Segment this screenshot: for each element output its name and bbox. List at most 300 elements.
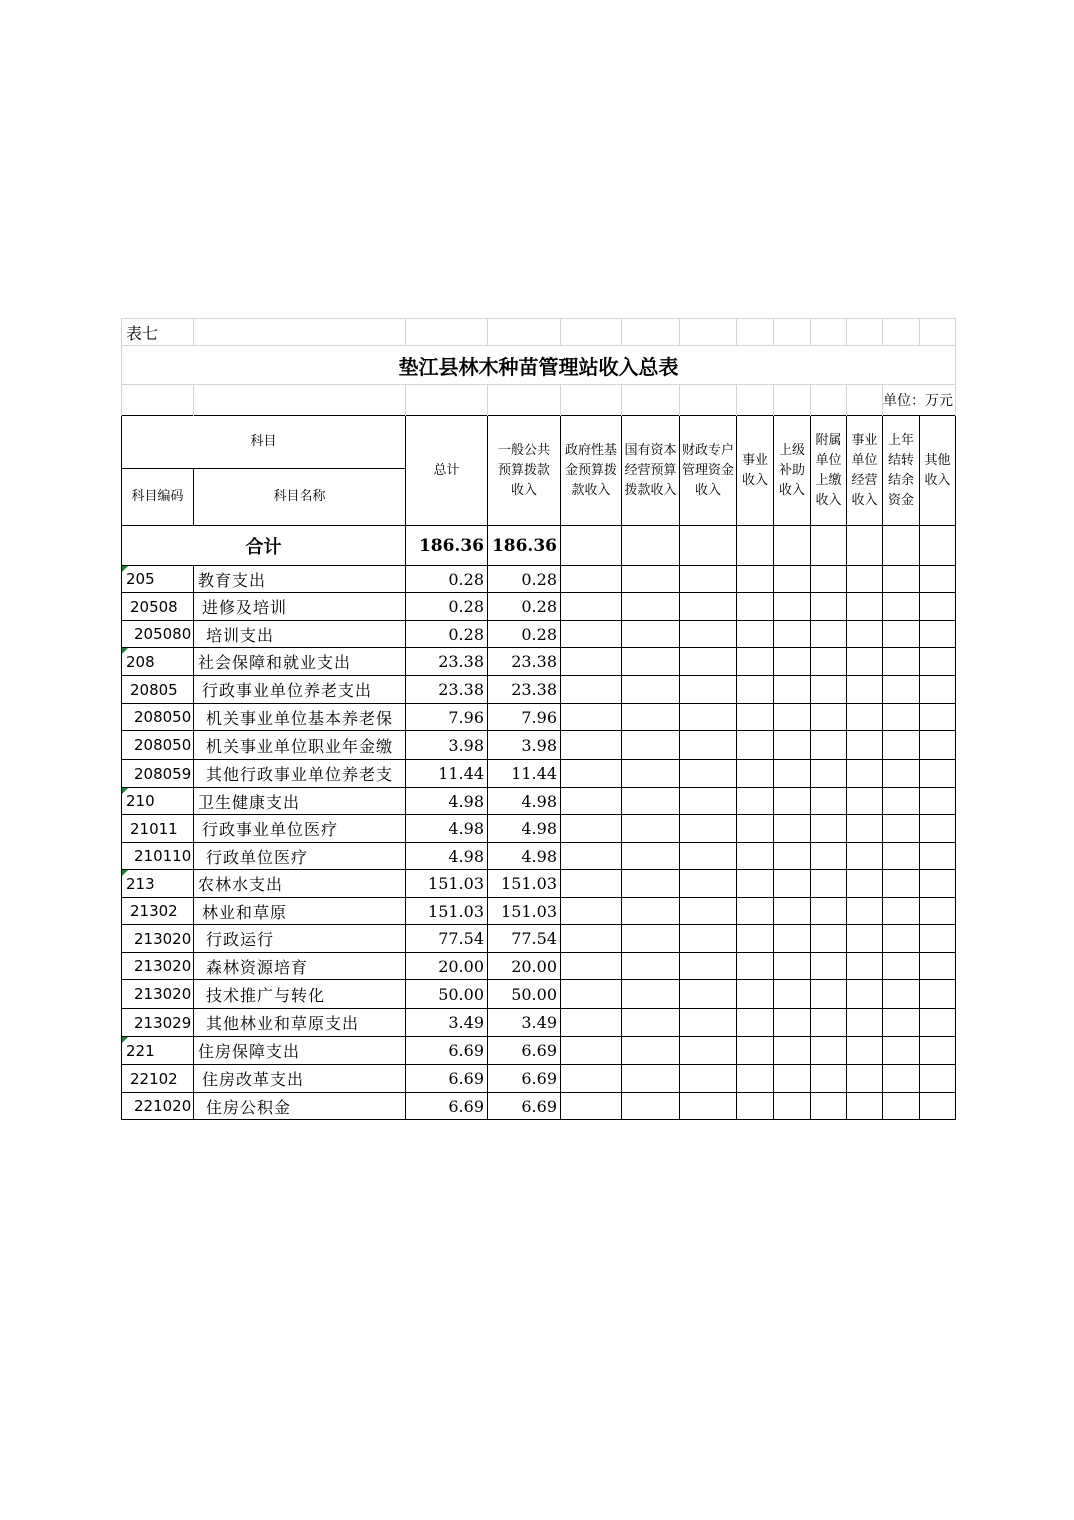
empty-cell bbox=[561, 870, 622, 898]
header-code: 科目编码 bbox=[122, 469, 194, 526]
empty-cell bbox=[680, 676, 737, 704]
empty-cell bbox=[737, 1093, 774, 1120]
empty-cell bbox=[811, 566, 847, 593]
row-code: 213 bbox=[122, 870, 194, 898]
empty-cell bbox=[561, 593, 622, 621]
table-label: 表七 bbox=[122, 319, 194, 346]
empty-cell bbox=[811, 815, 847, 843]
table-row bbox=[122, 1093, 956, 1120]
empty-cell bbox=[774, 843, 811, 870]
row-general-budget: 151.03 bbox=[488, 870, 561, 898]
header-state-capital: 国有资本经营预算拨款收入 bbox=[622, 416, 680, 526]
empty-cell bbox=[883, 898, 920, 925]
empty-cell bbox=[680, 898, 737, 925]
empty-cell bbox=[811, 953, 847, 980]
row-total: 50.00 bbox=[406, 980, 488, 1009]
empty-cell bbox=[774, 593, 811, 621]
empty-cell bbox=[680, 1009, 737, 1037]
row-general-budget: 23.38 bbox=[488, 676, 561, 704]
empty-cell bbox=[622, 788, 680, 815]
empty-cell bbox=[561, 1037, 622, 1065]
empty-cell bbox=[847, 1065, 883, 1093]
empty-cell bbox=[774, 1037, 811, 1065]
table-row bbox=[122, 843, 956, 870]
header-superior-subsidy: 上级补助收入 bbox=[774, 416, 811, 526]
header-special-account: 财政专户管理资金收入 bbox=[680, 416, 737, 526]
empty-cell bbox=[847, 731, 883, 760]
empty-cell bbox=[622, 704, 680, 731]
row-name: 社会保障和就业支出 bbox=[194, 648, 406, 676]
empty-cell bbox=[883, 1093, 920, 1120]
empty-cell bbox=[883, 676, 920, 704]
total-sum: 186.36 bbox=[406, 526, 488, 566]
cell-flag-icon bbox=[122, 648, 128, 654]
empty-cell bbox=[774, 621, 811, 648]
empty-cell bbox=[774, 1065, 811, 1093]
empty-cell bbox=[737, 593, 774, 621]
table-row bbox=[122, 566, 956, 593]
empty-cell bbox=[811, 1093, 847, 1120]
empty-cell bbox=[811, 843, 847, 870]
empty-cell bbox=[883, 1009, 920, 1037]
empty-cell bbox=[883, 760, 920, 788]
empty-cell bbox=[622, 980, 680, 1009]
empty-cell bbox=[920, 815, 956, 843]
empty-cell bbox=[622, 843, 680, 870]
empty-cell bbox=[920, 676, 956, 704]
empty-cell bbox=[622, 815, 680, 843]
empty-cell bbox=[811, 925, 847, 953]
empty-cell bbox=[737, 621, 774, 648]
row-total: 4.98 bbox=[406, 788, 488, 815]
row-general-budget: 6.69 bbox=[488, 1093, 561, 1120]
empty-cell bbox=[737, 815, 774, 843]
row-name: 行政单位医疗 bbox=[194, 843, 406, 870]
cell-flag-icon bbox=[122, 870, 128, 876]
empty-cell bbox=[920, 843, 956, 870]
empty-cell bbox=[737, 1037, 774, 1065]
empty-cell bbox=[737, 843, 774, 870]
row-total: 6.69 bbox=[406, 1065, 488, 1093]
empty-cell bbox=[811, 648, 847, 676]
table-body bbox=[122, 566, 956, 1120]
row-total: 6.69 bbox=[406, 1037, 488, 1065]
empty-cell bbox=[561, 704, 622, 731]
empty-cell bbox=[680, 925, 737, 953]
empty-cell bbox=[737, 898, 774, 925]
row-total: 3.49 bbox=[406, 1009, 488, 1037]
empty-cell bbox=[622, 898, 680, 925]
empty-cell bbox=[920, 980, 956, 1009]
empty-cell bbox=[680, 704, 737, 731]
table-row bbox=[122, 1037, 956, 1065]
unit-label: 单位：万元 bbox=[883, 385, 956, 416]
empty-cell bbox=[847, 593, 883, 621]
total-label: 合计 bbox=[122, 526, 406, 566]
empty-cell bbox=[561, 1009, 622, 1037]
empty-cell bbox=[774, 980, 811, 1009]
empty-cell bbox=[847, 566, 883, 593]
empty-cell bbox=[920, 760, 956, 788]
empty-cell bbox=[883, 621, 920, 648]
empty-cell bbox=[561, 925, 622, 953]
empty-cell bbox=[737, 760, 774, 788]
empty-cell bbox=[561, 621, 622, 648]
empty-cell bbox=[811, 704, 847, 731]
empty-cell bbox=[847, 788, 883, 815]
cell-flag-icon bbox=[122, 788, 128, 794]
empty-cell bbox=[622, 760, 680, 788]
empty-cell bbox=[774, 760, 811, 788]
empty-cell bbox=[680, 980, 737, 1009]
header-business-income: 事业收入 bbox=[737, 416, 774, 526]
empty-cell bbox=[920, 925, 956, 953]
empty-cell bbox=[737, 870, 774, 898]
empty-cell bbox=[920, 704, 956, 731]
empty-cell bbox=[622, 648, 680, 676]
empty-cell bbox=[622, 1093, 680, 1120]
row-total: 0.28 bbox=[406, 593, 488, 621]
table-row bbox=[122, 815, 956, 843]
empty-cell bbox=[737, 676, 774, 704]
table-row bbox=[122, 870, 956, 898]
empty-cell bbox=[561, 953, 622, 980]
empty-cell bbox=[774, 648, 811, 676]
row-name: 技术推广与转化 bbox=[194, 980, 406, 1009]
empty-cell bbox=[561, 1065, 622, 1093]
empty-cell bbox=[847, 676, 883, 704]
empty-cell bbox=[847, 815, 883, 843]
empty-cell bbox=[774, 788, 811, 815]
row-code: 205080 bbox=[122, 621, 194, 648]
empty-cell bbox=[847, 760, 883, 788]
row-total: 151.03 bbox=[406, 898, 488, 925]
empty-cell bbox=[774, 815, 811, 843]
empty-cell bbox=[811, 760, 847, 788]
row-general-budget: 0.28 bbox=[488, 621, 561, 648]
empty-cell bbox=[883, 953, 920, 980]
empty-cell bbox=[561, 760, 622, 788]
row-general-budget: 77.54 bbox=[488, 925, 561, 953]
row-name: 其他林业和草原支出 bbox=[194, 1009, 406, 1037]
empty-cell bbox=[737, 925, 774, 953]
empty-cell bbox=[561, 815, 622, 843]
row-name: 住房保障支出 bbox=[194, 1037, 406, 1065]
row-code: 21302 bbox=[122, 898, 194, 925]
row-total: 23.38 bbox=[406, 676, 488, 704]
empty-cell bbox=[680, 621, 737, 648]
empty-cell bbox=[774, 731, 811, 760]
empty-cell bbox=[847, 648, 883, 676]
row-name: 林业和草原 bbox=[194, 898, 406, 925]
row-code: 210110 bbox=[122, 843, 194, 870]
row-code: 208050 bbox=[122, 704, 194, 731]
row-total: 4.98 bbox=[406, 843, 488, 870]
empty-cell bbox=[920, 870, 956, 898]
table-row bbox=[122, 760, 956, 788]
empty-cell bbox=[811, 731, 847, 760]
empty-cell bbox=[622, 731, 680, 760]
empty-cell bbox=[680, 815, 737, 843]
empty-cell bbox=[561, 843, 622, 870]
empty-cell bbox=[737, 980, 774, 1009]
empty-cell bbox=[774, 898, 811, 925]
empty-cell bbox=[774, 925, 811, 953]
header-other-income: 其他收入 bbox=[920, 416, 956, 526]
empty-cell bbox=[811, 898, 847, 925]
empty-cell bbox=[737, 731, 774, 760]
row-name: 森林资源培育 bbox=[194, 953, 406, 980]
empty-cell bbox=[811, 980, 847, 1009]
empty-cell bbox=[622, 1065, 680, 1093]
header-gov-fund: 政府性基金预算拨款收入 bbox=[561, 416, 622, 526]
empty-cell bbox=[847, 704, 883, 731]
row-code: 20508 bbox=[122, 593, 194, 621]
row-general-budget: 6.69 bbox=[488, 1037, 561, 1065]
row-general-budget: 6.69 bbox=[488, 1065, 561, 1093]
empty-cell bbox=[920, 593, 956, 621]
row-name: 行政事业单位养老支出 bbox=[194, 676, 406, 704]
empty-cell bbox=[680, 870, 737, 898]
row-name: 培训支出 bbox=[194, 621, 406, 648]
empty-cell bbox=[847, 1037, 883, 1065]
row-name: 教育支出 bbox=[194, 566, 406, 593]
row-name: 农林水支出 bbox=[194, 870, 406, 898]
row-general-budget: 20.00 bbox=[488, 953, 561, 980]
empty-cell bbox=[680, 593, 737, 621]
row-code: 205 bbox=[122, 566, 194, 593]
row-code: 213020 bbox=[122, 980, 194, 1009]
empty-cell bbox=[680, 1065, 737, 1093]
empty-cell bbox=[622, 1009, 680, 1037]
total-general: 186.36 bbox=[488, 526, 561, 566]
empty-cell bbox=[811, 621, 847, 648]
income-summary-sheet bbox=[121, 318, 955, 1120]
table-row bbox=[122, 621, 956, 648]
row-code: 213029 bbox=[122, 1009, 194, 1037]
header-name: 科目名称 bbox=[194, 469, 406, 526]
row-total: 6.69 bbox=[406, 1093, 488, 1120]
empty-cell bbox=[680, 566, 737, 593]
row-code: 20805 bbox=[122, 676, 194, 704]
empty-cell bbox=[737, 704, 774, 731]
row-total: 4.98 bbox=[406, 815, 488, 843]
empty-cell bbox=[774, 704, 811, 731]
row-general-budget: 4.98 bbox=[488, 815, 561, 843]
empty-cell bbox=[811, 1037, 847, 1065]
row-name: 机关事业单位职业年金缴 bbox=[194, 731, 406, 760]
empty-cell bbox=[883, 1065, 920, 1093]
row-code: 208 bbox=[122, 648, 194, 676]
header-total: 总计 bbox=[406, 416, 488, 526]
table-row bbox=[122, 980, 956, 1009]
empty-cell bbox=[561, 676, 622, 704]
row-code: 213020 bbox=[122, 953, 194, 980]
empty-cell bbox=[920, 621, 956, 648]
empty-cell bbox=[811, 676, 847, 704]
row-total: 23.38 bbox=[406, 648, 488, 676]
row-name: 住房公积金 bbox=[194, 1093, 406, 1120]
empty-cell bbox=[622, 676, 680, 704]
row-general-budget: 3.49 bbox=[488, 1009, 561, 1037]
empty-cell bbox=[883, 593, 920, 621]
row-general-budget: 4.98 bbox=[488, 843, 561, 870]
table-row bbox=[122, 1009, 956, 1037]
table-row bbox=[122, 731, 956, 760]
empty-cell bbox=[847, 953, 883, 980]
header-general-budget: 一般公共预算拨款收入 bbox=[488, 416, 561, 526]
cell-flag-icon bbox=[122, 566, 128, 572]
row-code: 210 bbox=[122, 788, 194, 815]
empty-cell bbox=[737, 1009, 774, 1037]
empty-cell bbox=[622, 566, 680, 593]
row-general-budget: 151.03 bbox=[488, 898, 561, 925]
empty-cell bbox=[811, 870, 847, 898]
header-subject: 科目 bbox=[122, 416, 406, 469]
empty-cell bbox=[774, 1009, 811, 1037]
empty-cell bbox=[883, 980, 920, 1009]
empty-cell bbox=[561, 566, 622, 593]
row-total: 0.28 bbox=[406, 621, 488, 648]
row-name: 机关事业单位基本养老保 bbox=[194, 704, 406, 731]
empty-cell bbox=[847, 925, 883, 953]
empty-cell bbox=[811, 593, 847, 621]
empty-cell bbox=[920, 1065, 956, 1093]
empty-cell bbox=[847, 870, 883, 898]
empty-cell bbox=[680, 1037, 737, 1065]
empty-cell bbox=[774, 1093, 811, 1120]
row-general-budget: 3.98 bbox=[488, 731, 561, 760]
empty-cell bbox=[811, 1009, 847, 1037]
empty-cell bbox=[774, 953, 811, 980]
empty-cell bbox=[883, 870, 920, 898]
row-code: 221020 bbox=[122, 1093, 194, 1120]
row-name: 进修及培训 bbox=[194, 593, 406, 621]
empty-cell bbox=[680, 843, 737, 870]
empty-cell bbox=[883, 648, 920, 676]
empty-cell bbox=[920, 898, 956, 925]
empty-cell bbox=[847, 843, 883, 870]
empty-cell bbox=[811, 1065, 847, 1093]
empty-cell bbox=[883, 1037, 920, 1065]
empty-cell bbox=[737, 1065, 774, 1093]
empty-cell bbox=[680, 953, 737, 980]
row-name: 其他行政事业单位养老支 bbox=[194, 760, 406, 788]
empty-cell bbox=[680, 760, 737, 788]
empty-cell bbox=[737, 566, 774, 593]
row-general-budget: 0.28 bbox=[488, 593, 561, 621]
row-general-budget: 4.98 bbox=[488, 788, 561, 815]
header-carryover: 上年结转结余资金 bbox=[883, 416, 920, 526]
empty-cell bbox=[561, 648, 622, 676]
empty-cell bbox=[847, 1093, 883, 1120]
empty-cell bbox=[920, 648, 956, 676]
row-name: 住房改革支出 bbox=[194, 1065, 406, 1093]
row-code: 22102 bbox=[122, 1065, 194, 1093]
empty-cell bbox=[561, 1093, 622, 1120]
empty-cell bbox=[920, 566, 956, 593]
empty-cell bbox=[622, 621, 680, 648]
empty-cell bbox=[680, 788, 737, 815]
empty-cell bbox=[883, 704, 920, 731]
empty-cell bbox=[920, 1009, 956, 1037]
row-general-budget: 50.00 bbox=[488, 980, 561, 1009]
row-name: 卫生健康支出 bbox=[194, 788, 406, 815]
empty-cell bbox=[847, 621, 883, 648]
empty-cell bbox=[561, 980, 622, 1009]
empty-cell bbox=[883, 815, 920, 843]
empty-cell bbox=[920, 1037, 956, 1065]
empty-cell bbox=[920, 788, 956, 815]
row-total: 77.54 bbox=[406, 925, 488, 953]
empty-cell bbox=[561, 788, 622, 815]
empty-cell bbox=[920, 731, 956, 760]
empty-cell bbox=[847, 1009, 883, 1037]
empty-cell bbox=[883, 788, 920, 815]
table-row bbox=[122, 788, 956, 815]
row-code: 213020 bbox=[122, 925, 194, 953]
income-summary-table bbox=[121, 318, 956, 1120]
empty-cell bbox=[920, 953, 956, 980]
empty-cell bbox=[774, 676, 811, 704]
table-row bbox=[122, 898, 956, 925]
empty-cell bbox=[561, 898, 622, 925]
empty-cell bbox=[883, 925, 920, 953]
row-general-budget: 23.38 bbox=[488, 648, 561, 676]
table-row bbox=[122, 925, 956, 953]
empty-cell bbox=[737, 788, 774, 815]
row-total: 20.00 bbox=[406, 953, 488, 980]
table-row bbox=[122, 648, 956, 676]
table-row bbox=[122, 1065, 956, 1093]
table-row bbox=[122, 593, 956, 621]
table-row bbox=[122, 676, 956, 704]
empty-cell bbox=[737, 953, 774, 980]
table-title: 垫江县林木种苗管理站收入总表 bbox=[122, 346, 956, 385]
empty-cell bbox=[680, 1093, 737, 1120]
empty-cell bbox=[622, 925, 680, 953]
table-row bbox=[122, 953, 956, 980]
empty-cell bbox=[680, 648, 737, 676]
empty-cell bbox=[622, 1037, 680, 1065]
empty-cell bbox=[774, 870, 811, 898]
row-total: 3.98 bbox=[406, 731, 488, 760]
empty-cell bbox=[561, 731, 622, 760]
empty-cell bbox=[883, 843, 920, 870]
row-code: 208050 bbox=[122, 731, 194, 760]
row-total: 151.03 bbox=[406, 870, 488, 898]
empty-cell bbox=[737, 648, 774, 676]
header-subsidiary-income: 附属单位上缴收入 bbox=[811, 416, 847, 526]
empty-cell bbox=[883, 566, 920, 593]
row-code: 221 bbox=[122, 1037, 194, 1065]
row-name: 行政运行 bbox=[194, 925, 406, 953]
empty-cell bbox=[622, 953, 680, 980]
empty-cell bbox=[774, 566, 811, 593]
cell-flag-icon bbox=[122, 1037, 128, 1043]
empty-cell bbox=[811, 788, 847, 815]
row-code: 208059 bbox=[122, 760, 194, 788]
empty-cell bbox=[622, 593, 680, 621]
row-general-budget: 11.44 bbox=[488, 760, 561, 788]
row-name: 行政事业单位医疗 bbox=[194, 815, 406, 843]
empty-cell bbox=[883, 731, 920, 760]
empty-cell bbox=[622, 870, 680, 898]
header-operating-income: 事业单位经营收入 bbox=[847, 416, 883, 526]
empty-cell bbox=[847, 980, 883, 1009]
row-total: 0.28 bbox=[406, 566, 488, 593]
row-total: 11.44 bbox=[406, 760, 488, 788]
